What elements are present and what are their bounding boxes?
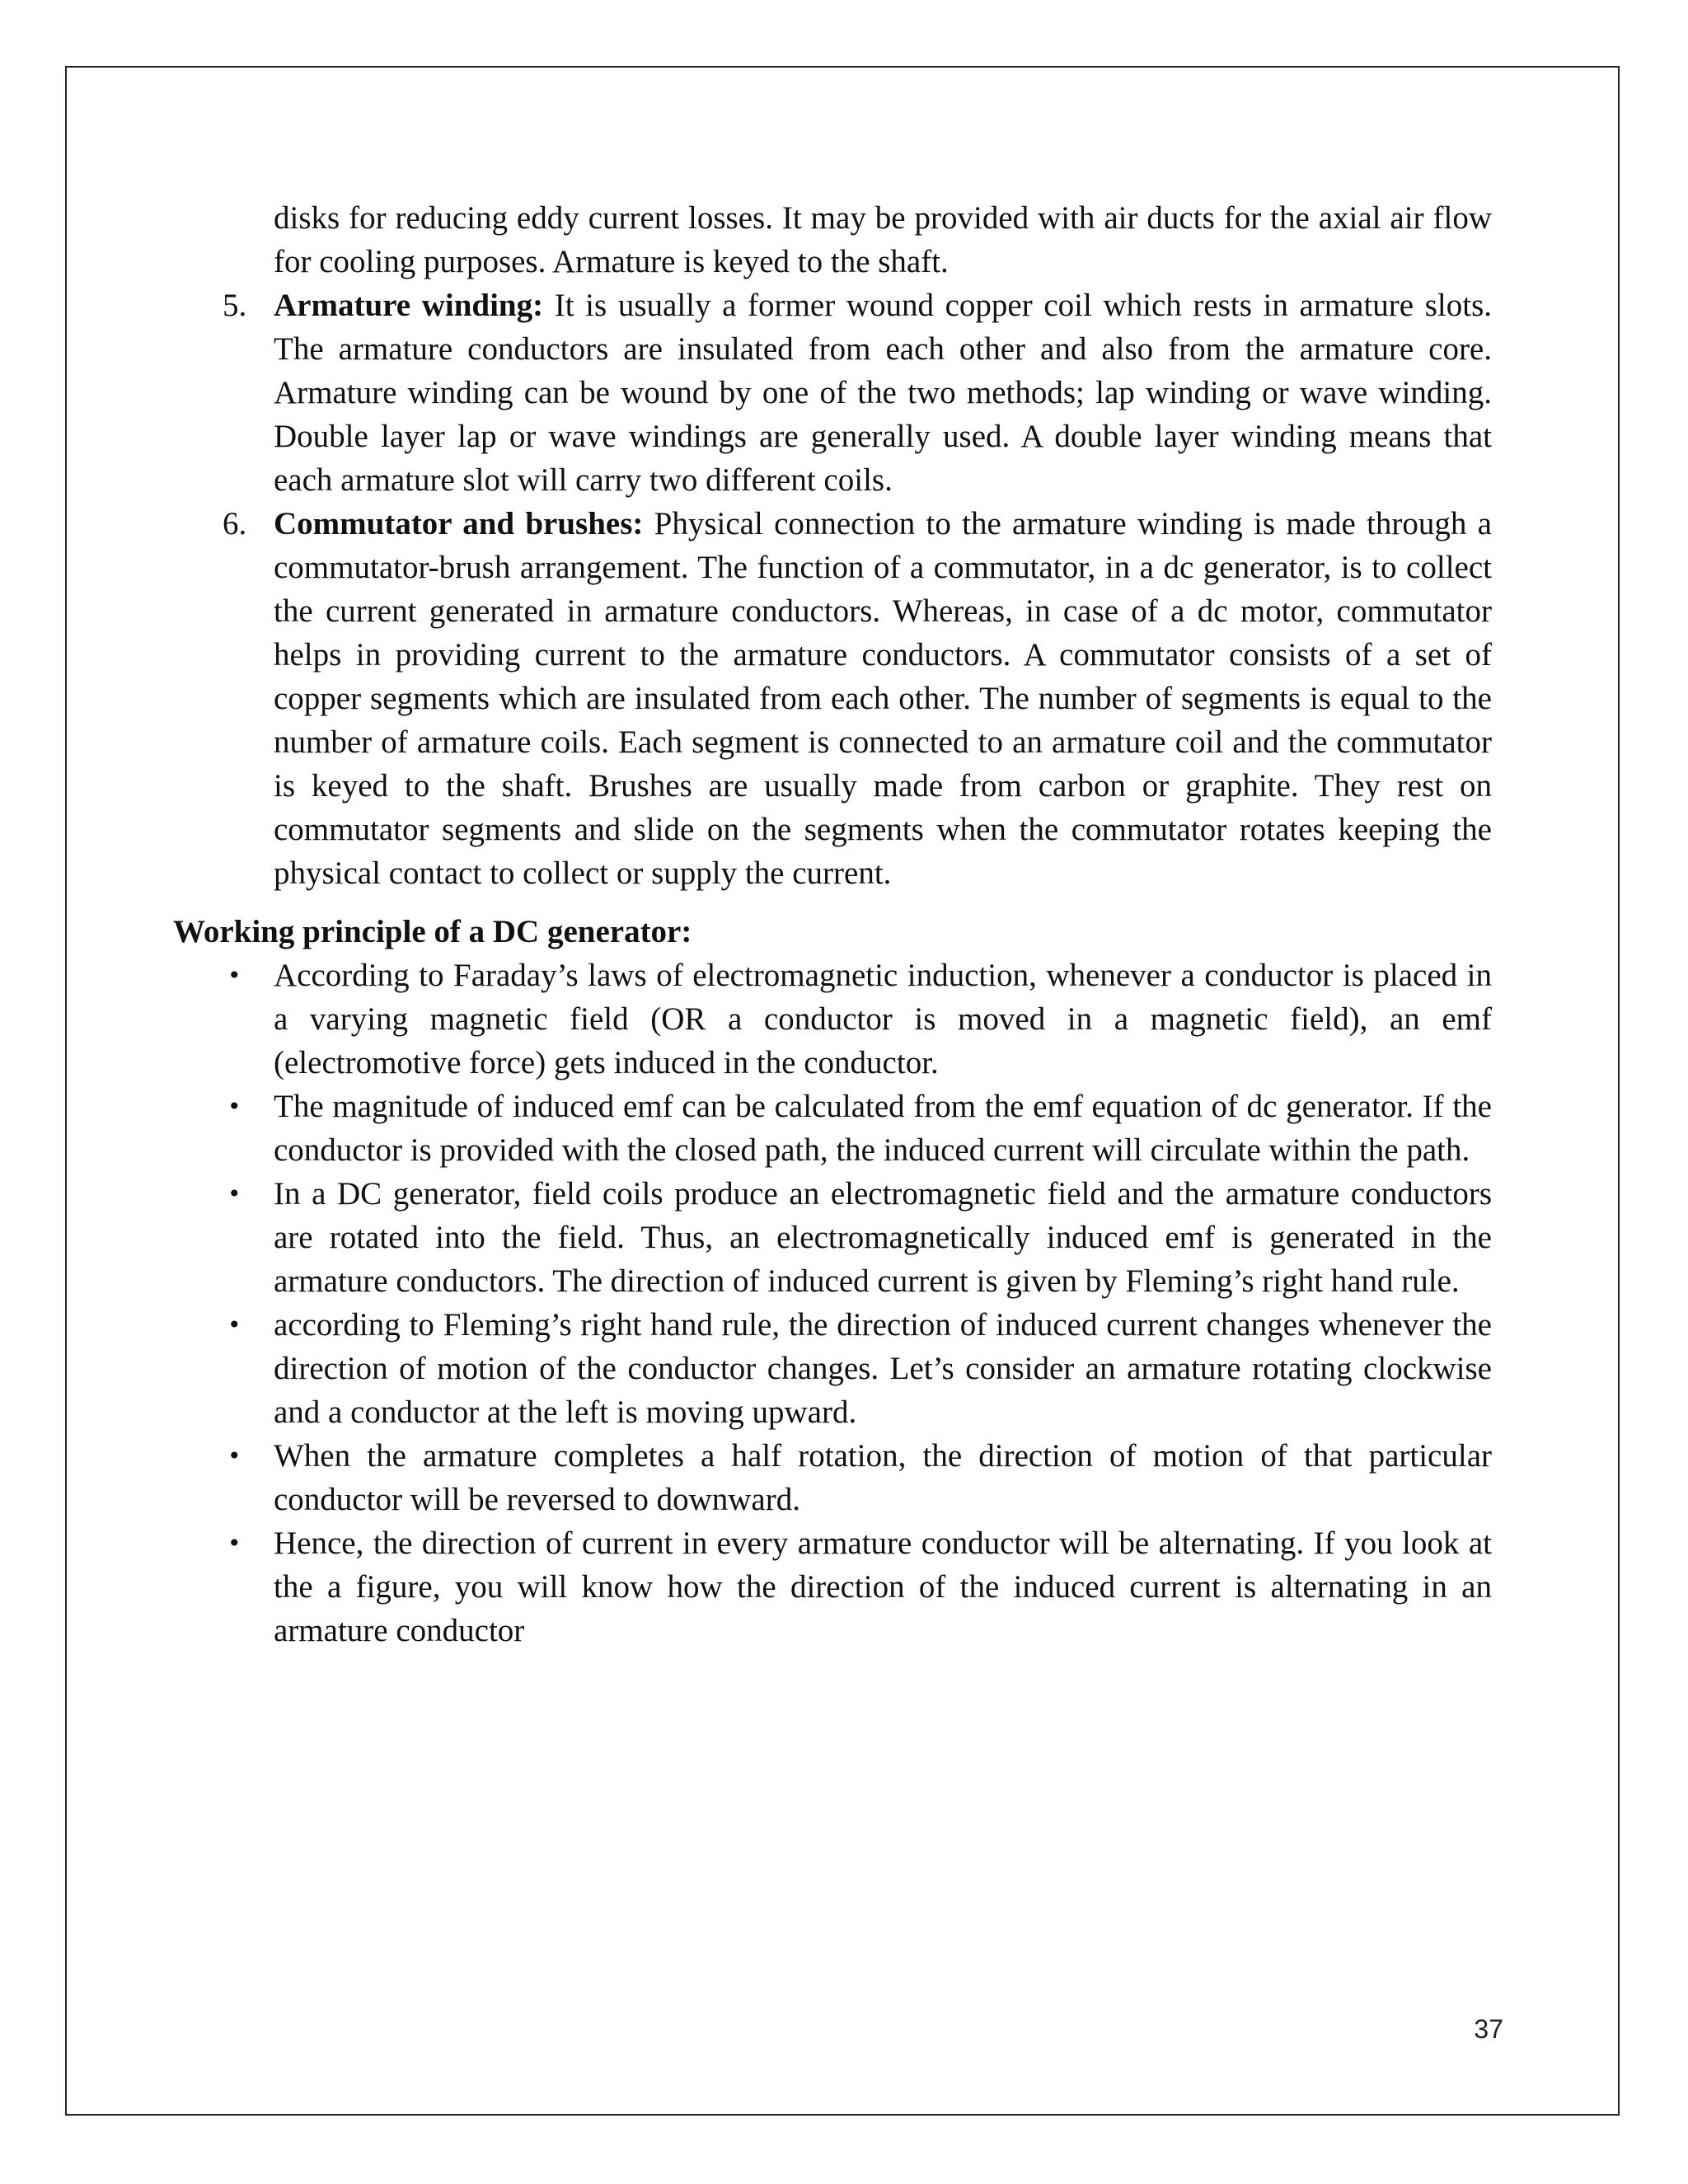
item-number: 5.	[223, 288, 247, 323]
numbered-item-commutator-brushes	[173, 502, 1492, 895]
bullet-item	[173, 1434, 1492, 1521]
bullet-icon: •	[227, 1311, 241, 1338]
bullet-text: according to Fleming’s right hand rule, the direction of induced current changes whenever the direction of motion of the conductor changes. Let’s consider an armature rotating clockwise and a conductor at the left is moving upward.	[274, 1307, 1492, 1430]
bullet-text: In a DC generator, field coils produce an electromagnetic field and the armature conductors are rotated into the field. Thus, an electromagnetically induced emf is generated in the armature conductors. The direction of induced current is given by Fleming’s right hand rule.	[274, 1176, 1492, 1299]
bullet-item	[173, 1172, 1492, 1303]
bullet-text: According to Faraday’s laws of electromagnetic induction, whenever a conductor is placed in a varying magnetic field (OR a conductor is moved in a magnetic field), an emf (electromotive force) gets induced in the conductor.	[274, 958, 1492, 1080]
bullet-text: Hence, the direction of current in every armature conductor will be alternating. If you look at the a figure, you will know how the direction of the induced current is alternating in an armature conductor	[274, 1526, 1492, 1648]
bullet-icon: •	[227, 1180, 241, 1207]
section-heading: Working principle of a DC generator:	[173, 914, 692, 949]
bullet-item	[173, 1085, 1492, 1172]
item-term: Commutator and brushes:	[274, 506, 644, 541]
bullet-text: When the armature completes a half rotation, the direction of motion of that particular conductor will be reversed to downward.	[274, 1438, 1492, 1517]
item-term: Armature winding:	[274, 288, 544, 323]
item-text: Physical connection to the armature winding is made through a commutator-brush arrangement. The function of a commutator, in a dc generator, is to collect the current generated in armature conductors. Whereas, in case of a dc motor, commutator helps in providing current to the armature conductors. A commutator consists of a set of copper segments which are insulated from each other. The number of segments is equal to the number of armature coils. Each segment is connected to an armature coil and the commutator is keyed to the shaft. Brushes are usually made from carbon or graphite. They rest on commutator segments and slide on the segments when the commutator rotates keeping the physical contact to collect or supply the current.	[274, 506, 1492, 891]
item-number: 6.	[223, 506, 247, 541]
page-number: 37	[1474, 2014, 1503, 2044]
numbered-item-armature-winding	[173, 284, 1492, 502]
continuation-paragraph: disks for reducing eddy current losses. It may be provided with air ducts for the axial air flow for cooling purposes. Armature is keyed to the shaft.	[274, 200, 1492, 279]
bullet-item	[173, 1303, 1492, 1434]
bullet-item	[173, 1521, 1492, 1652]
page-content	[173, 196, 1492, 1652]
item-text: It is usually a former wound copper coil which rests in armature slots. The armature conductors are insulated from each other and also from the armature core. Armature winding can be wound by one of the two methods; lap winding or wave winding. Double layer lap or wave windings are generally used. A double layer winding means that each armature slot will carry two different coils.	[274, 288, 1492, 498]
bullet-item	[173, 954, 1492, 1085]
bullet-icon: •	[227, 1530, 241, 1557]
bullet-icon: •	[227, 1093, 241, 1120]
bullet-icon: •	[227, 962, 241, 989]
bullet-icon: •	[227, 1442, 241, 1469]
bullet-text: The magnitude of induced emf can be calculated from the emf equation of dc generator. If the conductor is provided with the closed path, the induced current will circulate within the path.	[274, 1089, 1492, 1168]
